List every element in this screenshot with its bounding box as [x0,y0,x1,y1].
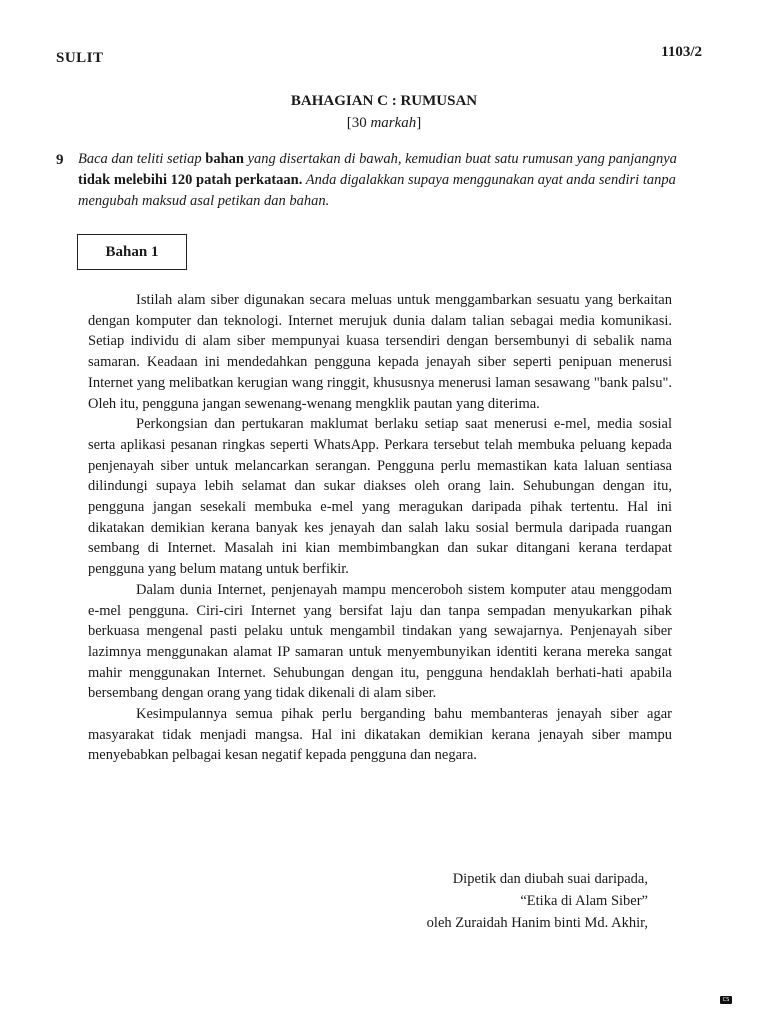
citation-line-2: “Etika di Alam Siber” [520,893,648,909]
material-label-box [77,234,187,270]
camscanner-badge-icon: CS [720,996,732,1004]
instr-part-5: Anda digalakkan supaya menggunakan ayat anda sendiri tanpa mengubah maksud asal petikan dan bahan. [78,172,676,209]
paper-code: 1103/2 [661,44,702,60]
instr-part-3: yang disertakan di bawah, kemudian buat satu rumusan yang panjangnya [243,151,677,167]
passage-paragraph-1: Istilah alam siber digunakan secara meluas untuk menggambarkan sesuatu yang berkaitan dengan komputer dan teknologi. Internet merujuk dunia dalam talian sebagai media komunikasi. Setiap individu di alam siber mempunyai kuasa tersendiri dengan bersembunyi di sebalik nama samaran. Keadaan ini mendedahkan pengguna kepada jenayah siber seperti penipuan menerusi Internet yang melibatkan kerugian wang ringgit, khususnya menerusi laman sesawang "bank palsu". Oleh itu, pengguna jangan sewenang-wenang mengklik pautan yang diterima. [88,292,672,412]
section-marks [0,115,768,132]
marks-word: markah [370,115,417,131]
passage-paragraph-3: Dalam dunia Internet, penjenayah mampu menceroboh sistem komputer atau menggodam e-mel pengguna. Ciri-ciri Internet yang bersifat laju dan tanpa sempadan menyukarkan pihak berkuasa mengenal pasti pelaku untuk mengambil tindakan yang sewajarnya. Penjenayah siber lazimnya menggunakan alamat IP samaran untuk menyembunyikan identiti kerana mereka sangat mahir menggunakan Internet. Sehubungan dengan itu, pengguna hendaklah berhati-hati apabila bersembang dengan orang yang tidak dikenali di alam siber. [88,581,672,702]
citation [427,868,648,934]
citation-line-1: Dipetik dan diubah suai daripada, [452,871,648,887]
passage-paragraph-4: Kesimpulannya semua pihak perlu berganding bahu membanteras jenayah siber agar masyarakat tidak menjadi mangsa. Hal ini dikatakan demikian kerana jenayah siber mampu menyebabkan pelbagai kesan negatif kepada pengguna dan negara. [88,706,672,764]
instr-part-4: tidak melebihi 120 patah perkataan. [78,172,303,188]
passage [88,290,672,766]
marks-open: [30 [346,115,371,131]
citation-line-3: oleh Zuraidah Hanim binti Md. Akhir, [426,915,648,931]
question-number: 9 [56,152,64,168]
instr-part-2: bahan [205,151,244,167]
section-title: BAHAGIAN C : RUMUSAN [290,93,478,109]
material-label: Bahan 1 [105,243,159,260]
marks-close: ] [416,115,422,131]
instr-part-1: Baca dan teliti setiap [78,151,206,167]
passage-paragraph-2: Perkongsian dan pertukaran maklumat berlaku setiap saat menerusi e-mel, media sosial serta aplikasi pesanan ringkas seperti WhatsApp. Perkara tersebut telah membuka peluang kepada penjenayah siber untuk melancarkan serangan. Pengguna perlu memastikan kata laluan sentiasa dilindungi supaya lebih selamat dan sukar diakses oleh orang lain. Sehubungan dengan itu, pengguna jangan sesekali membuka e-mel yang meragukan daripada pihak tertentu. Hal ini dikatakan demikian kerana banyak kes jenayah dan salah laku sosial bermula daripada ruangan sembang di Internet. Masalah ini kian membimbangkan dan sukar ditangani kerana terdapat pengguna yang belum matang untuk berfikir. [88,416,672,578]
question-instructions [78,149,698,212]
classification-label: SULIT [56,50,104,66]
